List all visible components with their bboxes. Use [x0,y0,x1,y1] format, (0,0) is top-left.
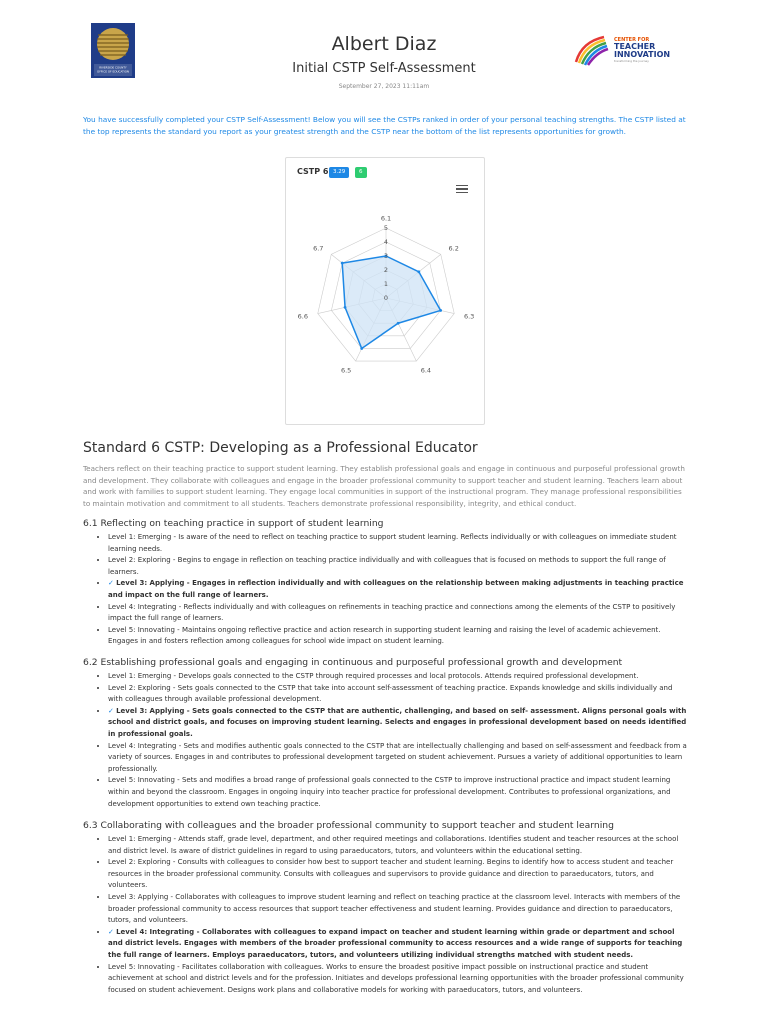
section-6-1 [83,518,687,648]
chart-title: CSTP 6 [297,167,329,176]
logo-text-line1: RIVERSIDE COUNTY [99,65,127,70]
radar-category-label: 6.2 [448,244,459,253]
report-header [0,0,768,108]
logo-tagline: transforming the journey [614,59,649,63]
logo-text-line2: OFFICE OF EDUCATION [97,69,129,74]
level-item: • Level 3: Applying - Collaborates with colleagues to improve student learning and reflect on teaching practice at the classroom level. Interacts with members of the broader professional community to access resources that support teacher effectiveness and student learning. Provides guidance and direction to paraeducators, tutors, and volunteers. [108,892,687,927]
logo-center-for: CENTER FOR [614,37,650,43]
standard-description: Teachers reflect on their teaching practice to support student learning. They establish professional goals and engage in continuous and purposeful professional growth and development. They collaborate with colleagues and engage in the broader professional community to support teacher and student learning. Teachers learn about and work with families to support student learning. They engage local communities in support of the instructional program. They manage professional responsibilities to maintain motivation and commitment to all students. Teachers demonstrate professional responsibility, integrity, and ethical conduct. [83,464,685,509]
standard-title: Standard 6 CSTP: Developing as a Professional Educator [83,440,478,456]
level-item: • Level 1: Emerging - Develops goals connected to the CSTP through required processes and local protocols. Attends required professional development. [108,671,687,683]
teacher-innovation-logo [574,34,678,66]
section-6-3 [83,820,687,996]
level-item: • Level 4: Integrating - Sets and modifies authentic goals connected to the CSTP that are intellectually challenging and based on self-assessment and feedback from a variety of sources. Engages in and contributes to professional development targeted on student achievement. Pursues a variety of additional opportunities to learn professionally. [108,741,687,776]
level-item: • Level 5: Innovating - Facilitates collaboration with colleagues. Works to ensure the broadest positive impact possible on instructional practice and student achievement at school and district levels and for the profession. Initiates and develops professional learning opportunities with the broader professional community focused on student achievement. Designs work plans and collaborative models for working with paraeducators, tutors, and volunteers. [108,962,687,997]
section-title: 6.2 Establishing professional goals and engaging in continuous and purposeful professional growth and development [83,657,623,668]
score-badge: 3.29 [329,167,349,178]
radar-category-label: 6.4 [420,366,432,375]
radar-data-point [439,309,442,312]
assessment-title: Initial CSTP Self-Assessment [292,61,476,76]
level-item: • Level 2: Exploring - Consults with colleagues to consider how best to support teacher and student learning. Begins to identify how to access student and teacher resources in the broader professional community. Consults with colleagues and supervisors to provide guidance and direction to paraeducators, tutors, and volunteers. [108,857,687,892]
level-item: • Level 2: Exploring - Sets goals connected to the CSTP that take into account self-assessment of teaching practice. Expands knowledge and skills individually and with colleagues through available professional development. [108,683,687,706]
level-item: • ✓ Level 4: Integrating - Collaborates with colleagues to expand impact on teacher and student learning within grade or department and school and district levels. Engages with members of the broader professional community to access resources and a wide range of supports for teaching the full range of learners. Employs paraeducators, tutors, and volunteers utilizing individual strengths matched with student needs. [108,927,687,962]
level-item: • Level 5: Innovating - Sets and modifies a broad range of professional goals connected to the CSTP to improve instructional practice and impact student learning within and beyond the classroom. Engages in ongoing inquiry into teacher practice for professional development. Contributes to professional organizations, and development opportunities to extend own teaching practice. [108,775,687,810]
radar-tick-label: 3 [383,252,389,260]
level-item: • ✓ Level 3: Applying - Engages in reflection individually and with colleagues on the relationship between making adjustments in teaching practice and impact on the full range of learners. [108,578,687,601]
radar-data-point [417,270,420,273]
completion-message: You have successfully completed your CSTP Self-Assessment! Below you will see the CSTPs ranked in order of your personal teaching strengths. The CSTP listed at the top represents the standard you report as your greatest strength and the CSTP near the bottom of the list represents opportunities for growth. [83,115,686,136]
radar-tick-label: 2 [383,266,389,274]
radar-category-label: 6.1 [380,214,392,223]
radar-chart [286,158,486,426]
level-item: • Level 1: Emerging - Is aware of the need to reflect on teaching practice to support student learning. Reflects individually or with colleagues on immediate student learning needs. [108,532,687,555]
level-item: • ✓ Level 3: Applying - Sets goals connected to the CSTP that are authentic, challenging, and based on self- assessment. Aligns personal goals with school and district goals, and focuses on improving student learning. Selects and engages in professional development based on needs identified in professional goals. [108,706,687,741]
section-title: 6.3 Collaborating with colleagues and the broader professional community to support teacher and student learning [83,820,614,831]
radar-category-label: 6.5 [340,366,352,375]
radar-series-area [342,256,440,348]
check-icon: ✓ [108,927,117,936]
assessment-date: September 27, 2023 11:11am [338,83,430,90]
radar-data-point [397,322,400,325]
logo-teacher: TEACHER [614,42,656,51]
cstp6-radar-chart-card [285,157,485,425]
teacher-name: Albert Diaz [331,33,437,55]
count-badge: 6 [355,167,367,178]
section-title: 6.1 Reflecting on teaching practice in support of student learning [83,518,384,529]
radar-tick-label: 5 [383,224,389,232]
radar-tick-label: 0 [383,294,389,302]
radar-category-label: 6.7 [313,244,324,253]
section-6-2 [83,657,687,810]
radar-data-point [341,262,344,265]
level-item: • Level 4: Integrating - Reflects individually and with colleagues on refinements in teaching practice and connections among the elements of the CSTP to positively impact the full range of learners. [108,602,687,625]
check-icon: ✓ [108,706,117,715]
radar-data-point [360,347,363,350]
logo-innovation: INNOVATION [614,50,671,59]
radar-category-label: 6.3 [463,312,475,321]
radar-category-label: 6.6 [297,312,309,321]
check-icon: ✓ [108,579,117,588]
level-item: • Level 5: Innovating - Maintains ongoing reflective practice and action research in supporting student learning and raising the level of academic achievement. Engages in and fosters reflection among colleagues for school wide impact on student learning. [108,625,687,648]
level-item: • Level 1: Emerging - Attends staff, grade level, department, and other required meetings and collaborations. Identifies student and teacher resources at the school and district level. Is aware of district guidelines in regard to using paraeducators, tutors, and volunteers within the educational setting. [108,834,687,857]
radar-data-point [344,306,347,309]
radar-tick-label: 1 [383,280,389,288]
radar-tick-label: 4 [383,238,389,246]
level-item: • Level 2: Exploring - Begins to engage in reflection on teaching practice individually and with colleagues that is focused on methods to support the full range of learners. [108,555,687,578]
